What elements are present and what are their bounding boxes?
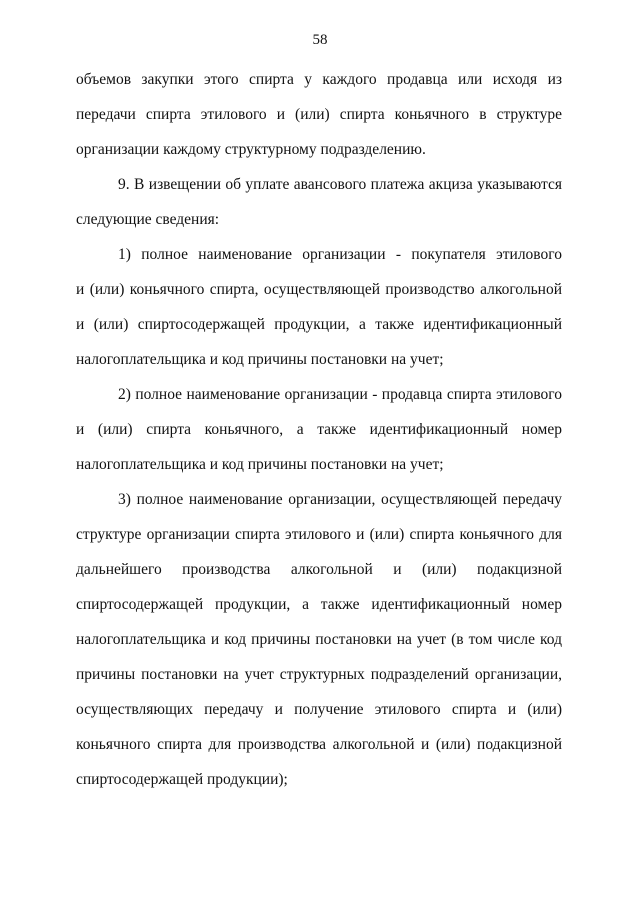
text-line: осуществляющих передачу и получение этилового спирта и (или) <box>76 701 562 718</box>
text-line: налогоплательщика и код причины постановки на учет (в том числе код <box>76 631 562 648</box>
text-line: 3) полное наименование организации, осуществляющей передачу <box>118 491 562 508</box>
text-line: передачи спирта этилового и (или) спирта коньячного в структуре <box>76 106 562 123</box>
text-line: налогоплательщика и код причины постановки на учет; <box>76 351 444 368</box>
text-line: коньячного спирта для производства алкогольной и (или) подакцизной <box>76 736 562 753</box>
text-line: дальнейшего производства алкогольной и (или) подакцизной <box>76 561 562 578</box>
page-number: 58 <box>312 32 328 48</box>
text-line: спиртосодержащей продукции, а также идентификационный номер <box>76 596 562 613</box>
text-line: 1) полное наименование организации - покупателя этилового <box>118 246 562 263</box>
text-line: причины постановки на учет структурных подразделений организации, <box>76 666 562 683</box>
text-line: следующие сведения: <box>76 211 220 228</box>
text-line: налогоплательщика и код причины постановки на учет; <box>76 456 444 473</box>
text-line: структуре организации спирта этилового и (или) спирта коньячного для <box>76 526 562 543</box>
text-line: и (или) спиртосодержащей продукции, а также идентификационный <box>76 316 562 333</box>
text-line: объемов закупки этого спирта у каждого продавца или исходя из <box>76 71 562 88</box>
text-line: 2) полное наименование организации - продавца спирта этилового <box>118 386 562 403</box>
text-line: организации каждому структурному подразделению. <box>76 141 426 158</box>
text-line: спиртосодержащей продукции); <box>76 771 288 788</box>
text-line: и (или) коньячного спирта, осуществляющей производство алкогольной <box>76 281 562 298</box>
text-line: 9. В извещении об уплате авансового платежа акциза указываются <box>118 176 562 193</box>
text-line: и (или) спирта коньячного, а также идентификационный номер <box>76 421 562 438</box>
